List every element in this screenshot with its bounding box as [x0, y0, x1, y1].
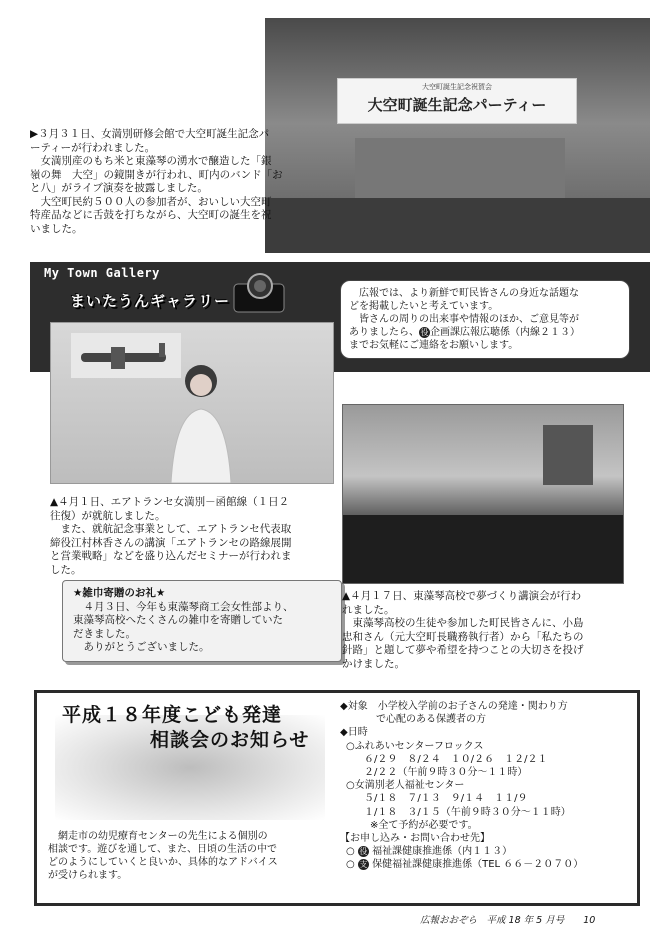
venue-dates: １/１８ ３/１５（午前９時３０分～１１時）	[364, 806, 571, 818]
caption-line: かけました。	[342, 657, 405, 670]
kouhou-notice-box	[340, 280, 630, 359]
reservation-note: ※全て予約が必要です。	[370, 819, 478, 831]
caption-line: と八」がライブ演奏を披露しました。	[30, 182, 208, 194]
caption-line: ▲４月１７日、東藻琴高校で夢づくり講演会が行わ	[342, 590, 582, 602]
caption-line: いました。	[30, 222, 83, 235]
notice-line: 皆さんの周りの出来事や情報のほか、ご意見等が	[349, 314, 579, 325]
desc-line: 網走市の幼児療育センターの先生による個別の	[48, 831, 268, 842]
caption-line: ▶３月３１日、女満別研修会館で大空町誕生記念パ	[30, 128, 270, 140]
contact-line: ○ 支 保健福祉課健康推進係（TEL ６６－２０７０）	[346, 859, 584, 871]
speaker-figure	[161, 353, 241, 483]
page-number: 10	[583, 915, 596, 926]
caption-line: 締役江村林香さんの講演「エアトランセの路線展開	[50, 536, 292, 549]
caption-line: と営業戦略」などを盛り込んだセミナーが行われま	[50, 550, 292, 562]
gallery-title-jp: まいたうんギャラリー	[70, 292, 231, 310]
shi-badge-icon: 支	[359, 859, 368, 869]
gallery-title-en: My Town Gallery	[44, 266, 160, 280]
banner-small-text: 大空町誕生記念祝賀会	[422, 83, 492, 91]
consult-title-line1: 平成１８年度こども発達	[62, 704, 283, 726]
caption-line: 往復）が就航しました。	[50, 509, 166, 522]
consult-details	[340, 700, 630, 872]
lecture-photo	[342, 404, 624, 584]
notice-line: ありましたら、 役 企画課広報広聴係（内線２１３）	[349, 327, 580, 338]
thanks-line: だきました。	[73, 627, 136, 640]
students-rows	[343, 515, 623, 583]
banner-main-text: 大空町誕生記念パーティー	[367, 96, 547, 114]
footer-text: 広報おおぞら 平成 18 年 5 月号	[420, 915, 565, 926]
caption-line: れました。	[342, 603, 395, 616]
camera-icon	[230, 268, 290, 318]
caption-line: 大空町民約５００人の参加者が、おいしい大空町	[30, 195, 272, 208]
notice-line: 広報では、より新鮮で町民皆さんの身近な話題な	[349, 288, 579, 299]
desc-line: 相談です。遊びを通して、また、日頃の生活の中で	[48, 844, 277, 855]
venue-dates: ６/２９ ８/２４ １０/２６ １２/２１	[364, 753, 548, 765]
caption-line: した。	[50, 563, 82, 576]
stage-banner	[337, 78, 577, 124]
caption-line: 特産品などに舌鼓を打ちながら、大空町の誕生を祝	[30, 209, 272, 221]
venue-name: ○ふれあいセンターフロックス	[346, 740, 484, 752]
seminar-photo	[50, 322, 334, 484]
desc-line: が受けられます。	[48, 870, 128, 881]
party-photo	[265, 18, 650, 253]
thanks-title: ★雑巾寄贈のお礼★	[73, 587, 166, 599]
venue-name: ○女満別老人福祉センター	[346, 780, 465, 792]
yaku-badge-icon: 役	[420, 327, 429, 337]
thanks-line: ありがとうございました。	[73, 641, 210, 653]
notice-line: どを掲載したいと考えています。	[349, 301, 499, 312]
thanks-line: ４月３日、今年も東藻琴商工会女性部より、	[73, 600, 294, 613]
footer-publication	[420, 912, 595, 926]
notice-line: までお気軽にご連絡をお願いします。	[349, 340, 519, 351]
contact-line: ○ 役 福祉課健康推進係（内１１３）	[346, 846, 513, 858]
caption-line: 忠和さん（元大空町長職務執行者）から「私たちの	[342, 630, 584, 643]
lecture-caption	[342, 590, 632, 671]
crowd	[265, 198, 650, 253]
caption-line: 東藻琴高校の生徒や参加した町民皆さんに、小島	[342, 617, 584, 629]
stage-podium	[543, 425, 593, 485]
caption-line: 女満別産のもち米と東藻琴の湧水で醸造した「銀	[30, 155, 272, 167]
venue-dates: ５/１８ ７/１３ ９/１４ １１/９	[364, 793, 528, 805]
target-line: ◆対象 小学校入学前のお子さんの発達・関わり方	[340, 701, 568, 712]
target-line: で心配のある保護者の方	[376, 714, 486, 726]
caption-line: 針路」と題して夢や希望を持つことの大切さを投げ	[342, 644, 584, 656]
yaku-badge-icon: 役	[359, 846, 368, 856]
consult-title-line2: 相談会のお知らせ	[150, 729, 310, 751]
party-caption	[30, 128, 310, 236]
caption-line: また、就航記念事業として、エアトランセ代表取	[50, 523, 292, 535]
airline-caption	[50, 496, 335, 577]
desc-line: どのようにしていくと良いか、具体的なアドバイス	[48, 857, 278, 868]
thanks-line: 東藻琴高校へたくさんの雑巾を寄贈していた	[73, 614, 283, 626]
thanks-box	[62, 580, 342, 662]
schedule-label: ◆日時	[340, 727, 368, 739]
contact-label: 【お申し込み・お問い合わせ先】	[340, 833, 490, 845]
caption-line: ーティーが行われました。	[30, 141, 156, 154]
caption-line: ▲４月１日、エアトランセ女満別－函館線（１日２	[50, 496, 290, 508]
caption-line: 嶺の舞 大空」の鏡開きが行われ、町内のバンド「お	[30, 168, 283, 181]
consult-description	[48, 830, 328, 882]
venue-dates: ２/２２（午前９時３０分～１１時）	[364, 767, 528, 779]
